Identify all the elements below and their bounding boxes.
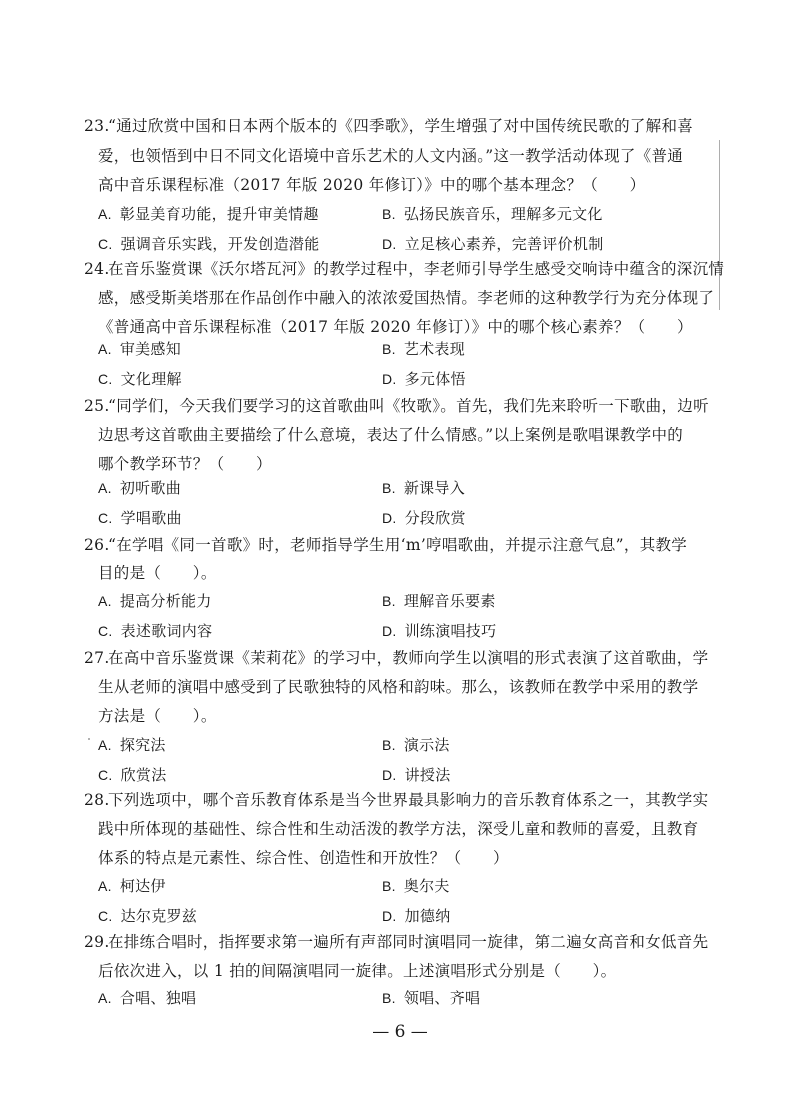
option-d: D. 加德纳	[382, 907, 451, 925]
option-a: A. 探究法	[98, 736, 166, 754]
option-c: C. 文化理解	[98, 370, 182, 388]
option-d: D. 分段欣赏	[382, 509, 466, 527]
question-line: 23.“通过欣赏中国和日本两个版本的《四季歌》，学生增强了对中国传统民歌的了解和喜	[84, 117, 694, 135]
option-b: B. 新课导入	[382, 479, 466, 497]
question-line: 26.“在学唱《同一首歌》时，老师指导学生用‘m’哼唱歌曲，并提示注意气息”，其教学	[84, 536, 688, 554]
question-number: 27.	[84, 649, 110, 667]
option-c: C. 达尔克罗兹	[98, 907, 198, 925]
option-a: A. 彰显美育功能，提升审美情趣	[98, 205, 319, 223]
question-line: 27.在高中音乐鉴赏课《茉莉花》的学习中，教师向学生以演唱的形式表演了这首歌曲，学	[84, 649, 709, 667]
option-b: B. 弘扬民族音乐，理解多元文化	[382, 205, 603, 223]
question-line: 生从老师的演唱中感受到了民歌独特的风格和韵味。那么，该教师在教学中采用的教学	[98, 678, 699, 696]
question-line: 感，感受斯美塔那在作品创作中融入的浓浓爱国热情。李老师的这种教学行为充分体现了	[98, 289, 715, 307]
question-line: 体系的特点是元素性、综合性、创造性和开放性？（ ）	[98, 849, 509, 867]
question-number: 23.	[84, 117, 110, 135]
scan-speck	[88, 738, 90, 740]
page-number: — 6 —	[372, 1022, 428, 1042]
question-number: 25.	[84, 397, 110, 415]
option-b: B. 理解音乐要素	[382, 592, 496, 610]
question-line: 目的是（ ）。	[98, 564, 217, 582]
question-line: 哪个教学环节？（ ）	[98, 455, 272, 473]
question-line: 高中音乐课程标准（2017 年版 2020 年修订）》中的哪个基本理念？（ ）	[98, 176, 646, 194]
option-d: D. 多元体悟	[382, 370, 466, 388]
question-number: 29.	[84, 933, 110, 951]
option-d: D. 讲授法	[382, 766, 451, 784]
option-c: C. 学唱歌曲	[98, 509, 182, 527]
option-c: C. 强调音乐实践，开发创造潜能	[98, 235, 320, 253]
question-line: 《普通高中音乐课程标准（2017 年版 2020 年修订）》中的哪个核心素养？（ ）	[98, 318, 693, 336]
option-a: A. 初听歌曲	[98, 479, 182, 497]
question-line: 爱，也领悟到中日不同文化语境中音乐艺术的人文内涵。”这一教学活动体现了《普通	[98, 147, 684, 165]
option-a: A. 合唱、独唱	[98, 989, 197, 1007]
question-line: 28.下列选项中，哪个音乐教育体系是当今世界最具影响力的音乐教育体系之一，其教学实	[84, 791, 709, 809]
question-line: 29.在排练合唱时，指挥要求第一遍所有声部同时演唱同一旋律，第二遍女高音和女低音先	[84, 933, 709, 951]
question-line: 24.在音乐鉴赏课《沃尔塔瓦河》的教学过程中，李老师引导学生感受交响诗中蕴含的深沉情	[84, 260, 725, 278]
question-number: 24.	[84, 260, 110, 278]
question-number: 28.	[84, 791, 110, 809]
question-line: 边思考这首歌曲主要描绘了什么意境，表达了什么情感。”以上案例是歌唱课教学中的	[98, 426, 684, 444]
option-b: B. 艺术表现	[382, 340, 466, 358]
question-line: 方法是（ ）。	[98, 707, 217, 725]
option-c: C. 表述歌词内容	[98, 622, 213, 640]
option-a: A. 柯达伊	[98, 877, 166, 895]
question-line: 后依次进入，以 1 拍的间隔演唱同一旋律。上述演唱形式分别是（ ）。	[98, 962, 617, 980]
option-d: D. 训练演唱技巧	[382, 622, 497, 640]
scan-artifact-line	[719, 140, 720, 310]
option-b: B. 奥尔夫	[382, 877, 450, 895]
option-a: A. 提高分析能力	[98, 592, 212, 610]
option-b: B. 演示法	[382, 736, 450, 754]
question-number: 26.	[84, 536, 110, 554]
option-a: A. 审美感知	[98, 340, 182, 358]
option-b: B. 领唱、齐唱	[382, 989, 481, 1007]
question-line: 践中所体现的基础性、综合性和生动活泼的教学方法，深受儿童和教师的喜爱，且教育	[98, 820, 699, 838]
option-c: C. 欣赏法	[98, 766, 167, 784]
question-line: 25.“同学们，今天我们要学习的这首歌曲叫《牧歌》。首先，我们先来聆听一下歌曲，边听	[84, 397, 709, 415]
option-d: D. 立足核心素养，完善评价机制	[382, 235, 604, 253]
